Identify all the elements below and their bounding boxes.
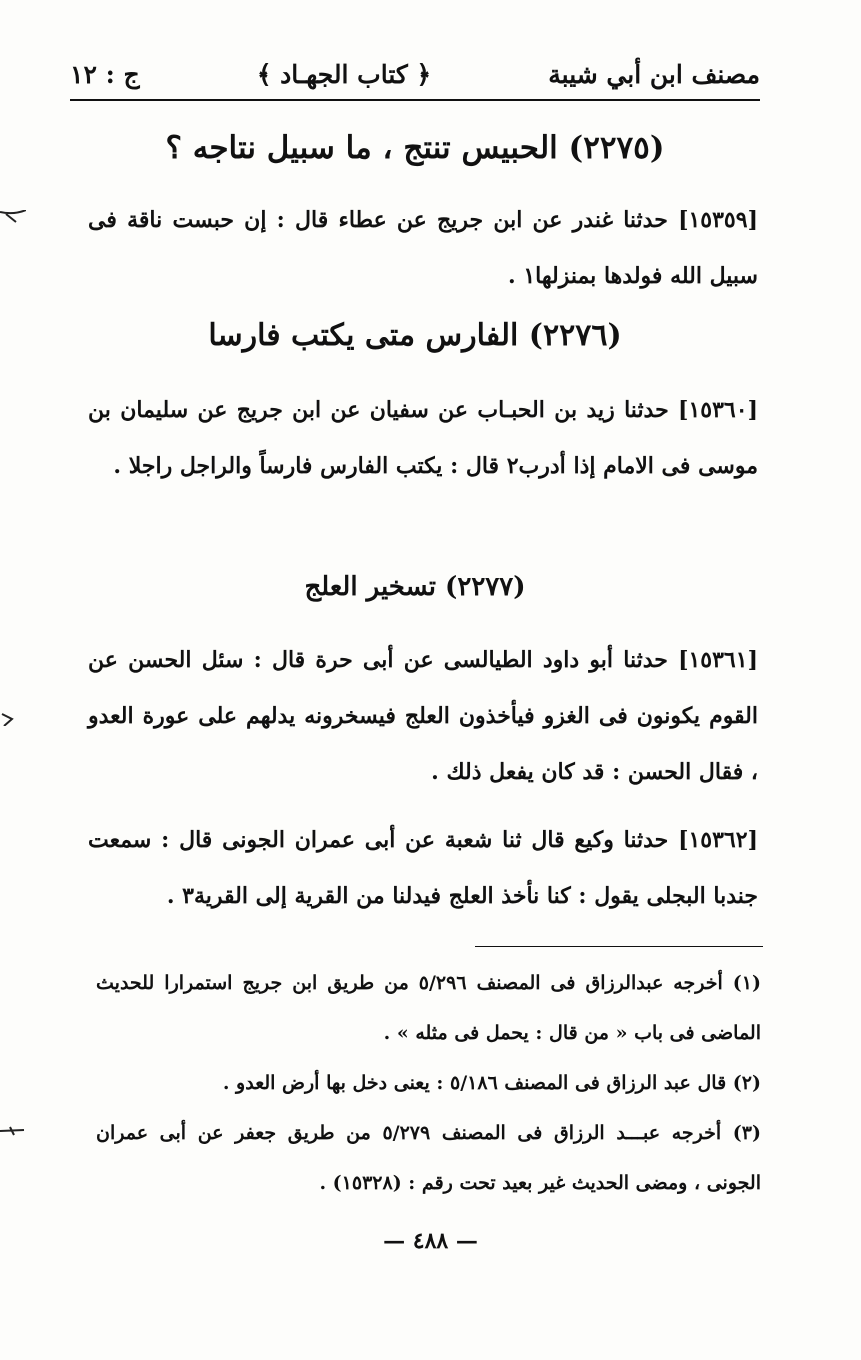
section-title-2276: (٢٢٧٦) الفارس متى يكتب فارسا — [208, 318, 622, 353]
section-title-2277: (٢٢٧٧) تسخير العلج — [304, 572, 526, 602]
header-rule — [70, 99, 760, 101]
hadith-15360: [١٥٣٦٠] حدثنا زيد بن الحبـاب عن سفيان عن ابن جريج عن سليمان بن موسى فى الامام إذا أدرب٢ قال : يكتب الفارس فارساً والراجل راجلا . — [88, 397, 758, 479]
page-number: — ٤٨٨ — — [383, 1228, 478, 1254]
footnote-rule — [475, 946, 763, 947]
footnote-1: (١) أخرجه عبدالرزاق فى المصنف ٥/٢٩٦ من طريق ابن جريج استمرارا للحديث الماضى فى باب « من قال : يحمل فى مثله » . — [96, 972, 761, 1044]
hadith-15362: [١٥٣٦٢] حدثنا وكيع قال ثنا شعبة عن أبى عمران الجونى قال : سمعت جندبا البجلى يقول : كنا نأخذ العلج فيدلنا من القرية إلى القرية٣ . — [88, 827, 758, 909]
footnote-2: (٢) قال عبد الرزاق فى المصنف ٥/١٨٦ : يعنى دخل بها أرض العدو . — [222, 1072, 761, 1094]
margin-tick-mark — [0, 210, 26, 224]
running-header — [70, 52, 760, 96]
book-title: مصنف ابن أبي شيبة — [548, 59, 760, 89]
footnote-3: (٣) أخرجه عبـــد الرزاق فى المصنف ٥/٢٧٩ من طريق جعفر عن أبى عمران الجونى ، ومضى الحديث غير بعيد تحت رقم : (١٥٣٢٨) . — [96, 1122, 761, 1194]
hadith-15361: [١٥٣٦١] حدثنا أبو داود الطيالسى عن أبى حرة قال : سئل الحسن عن القوم يكونون فى الغزو فيأخذون العلج فيسخرونه يدلهم على عورة العدو ، فقال الحسن : قد كان يفعل ذلك . — [88, 647, 758, 785]
margin-tick-mark — [0, 712, 26, 726]
section-title-2275: (٢٢٧٥) الحبيس تنتج ، ما سبيل نتاجه ؟ — [165, 130, 665, 166]
margin-tick-mark — [0, 1124, 26, 1138]
chapter-title: ﴿ كتاب الجهـاد ﴾ — [256, 59, 432, 89]
volume-number: ج : ١٢ — [70, 59, 140, 89]
hadith-15359: [١٥٣٥٩] حدثنا غندر عن ابن جريج عن عطاء قال : إن حبست ناقة فى سبيل الله فولدها بمنزلها١ . — [88, 207, 758, 289]
